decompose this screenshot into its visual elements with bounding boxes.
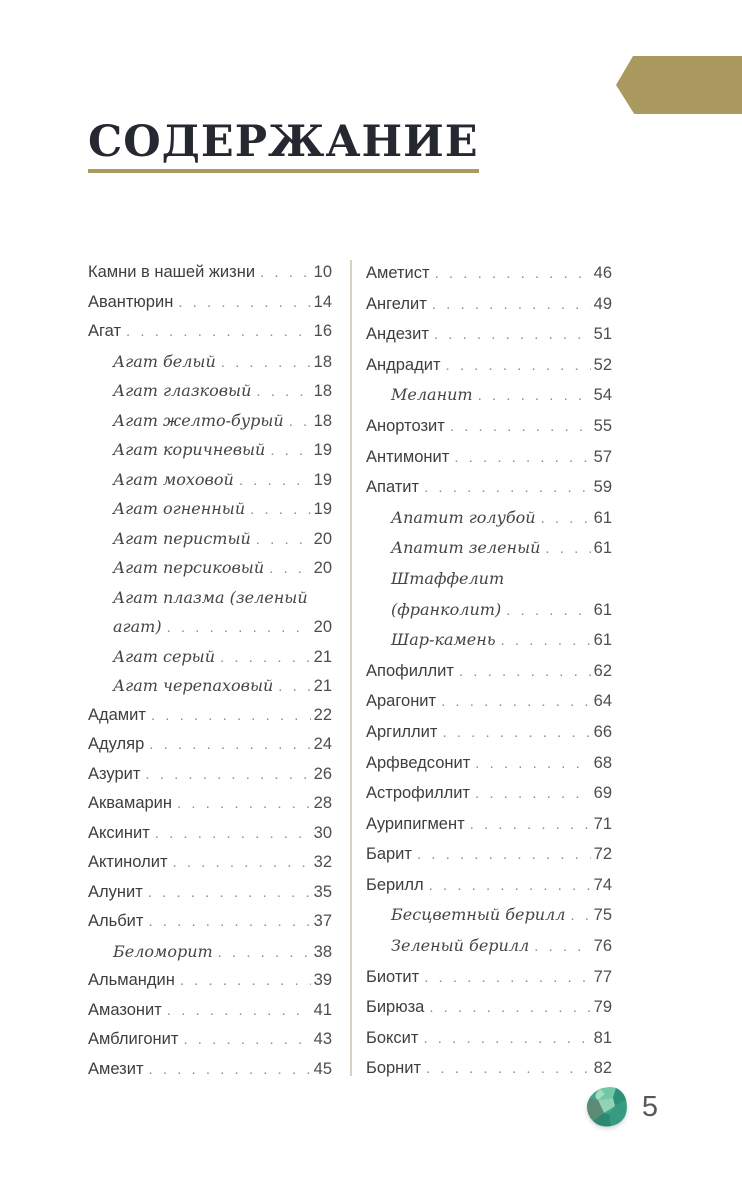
dot-leader — [167, 996, 311, 1026]
toc-column-left — [88, 258, 332, 1084]
entry-page-number: 32 — [313, 853, 332, 871]
entry-page-number: 28 — [313, 794, 332, 812]
dot-leader — [269, 554, 311, 584]
dot-leader — [177, 789, 311, 819]
entry-label: Боксит — [366, 1028, 419, 1047]
entry-page-number: 66 — [593, 722, 612, 741]
entry-label: Алунит — [88, 882, 143, 901]
dot-leader — [545, 534, 590, 565]
dot-leader — [183, 1025, 310, 1055]
entry-label: Камни в нашей жизни — [88, 263, 256, 281]
toc-entry — [366, 656, 612, 687]
entry-label: Агат моховой — [113, 469, 234, 489]
entry-label: Амезит — [88, 1059, 144, 1078]
toc-entry — [366, 1053, 612, 1084]
entry-label: Агат глазковый — [113, 381, 252, 400]
dot-leader — [432, 290, 591, 321]
entry-label: Агат коричневый — [113, 440, 266, 459]
entry-page-number: 37 — [313, 912, 332, 930]
entry-label: Апофиллит — [366, 661, 454, 680]
entry-label: Борнит — [366, 1059, 422, 1078]
toc-entry — [366, 380, 612, 411]
toc-entry — [88, 701, 332, 731]
entry-label: Аурипигмент — [366, 814, 465, 833]
toc-entry — [366, 717, 612, 748]
folio-page-number: 5 — [641, 1090, 658, 1123]
dot-leader — [289, 407, 311, 437]
toc-entry — [366, 962, 612, 993]
entry-label: Альбит — [88, 912, 144, 930]
entry-page-number: 19 — [313, 500, 332, 518]
dot-leader — [278, 672, 310, 702]
entry-label: Апатит голубой — [391, 507, 536, 527]
entry-page-number: 20 — [313, 529, 332, 548]
dot-leader — [218, 938, 311, 968]
entry-page-number: 68 — [593, 753, 612, 772]
entry-page-number: 26 — [313, 764, 332, 783]
entry-label: Шар-камень — [391, 630, 496, 650]
toc-entry — [88, 524, 332, 554]
dot-leader — [570, 901, 590, 932]
toc-entry — [366, 472, 612, 503]
entry-label: Адамит — [88, 705, 146, 724]
entry-page-number: 18 — [313, 382, 332, 400]
entry-page-number: 69 — [593, 784, 612, 803]
toc-entry — [366, 319, 612, 350]
entry-page-number: 18 — [313, 411, 332, 430]
entry-label: Азурит — [88, 764, 141, 783]
toc-entry — [88, 642, 332, 672]
entry-page-number: 81 — [593, 1028, 612, 1047]
dot-leader — [126, 317, 311, 347]
dot-leader — [220, 643, 311, 673]
dot-leader — [454, 443, 590, 474]
entry-label: Биотит — [366, 967, 420, 986]
toc-entry — [88, 1025, 332, 1055]
dot-leader — [541, 504, 591, 535]
entry-page-number: 16 — [313, 322, 332, 340]
entry-label: Альмандин — [88, 971, 175, 989]
entry-label: Адуляр — [88, 735, 145, 753]
toc-entry — [88, 553, 332, 583]
toc-entry — [88, 966, 332, 996]
entry-page-number: 51 — [593, 325, 612, 344]
dot-leader — [256, 525, 311, 555]
entry-label: Ангелит — [366, 294, 427, 313]
entry-page-number: 61 — [593, 600, 612, 619]
toc-entry — [366, 686, 612, 717]
entry-page-number: 52 — [593, 355, 612, 374]
toc-entry — [366, 748, 612, 779]
entry-page-number: 61 — [593, 508, 612, 527]
dot-leader — [145, 760, 310, 790]
dot-leader — [424, 963, 590, 994]
dot-leader — [459, 657, 591, 688]
dot-leader — [501, 626, 591, 657]
toc-entry — [88, 288, 332, 318]
entry-label: Агат перистый — [113, 528, 251, 548]
entry-page-number: 46 — [593, 264, 612, 282]
dot-leader — [429, 871, 591, 902]
dot-leader — [270, 436, 310, 466]
entry-page-number: 14 — [313, 292, 332, 311]
toc-entry — [88, 819, 332, 849]
entry-page-number: 62 — [593, 661, 612, 680]
toc-entry — [88, 937, 332, 967]
entry-page-number: 82 — [593, 1059, 612, 1078]
toc-entry — [88, 347, 332, 377]
entry-label: Амазонит — [88, 1000, 162, 1019]
entry-page-number: 45 — [313, 1059, 332, 1078]
toc-entry — [366, 931, 612, 962]
dot-leader — [417, 840, 591, 871]
entry-page-number: 19 — [313, 441, 332, 459]
entry-label: Агат белый — [113, 351, 216, 371]
page-footer — [585, 1086, 658, 1128]
toc-entry — [88, 730, 332, 760]
toc-entry — [88, 583, 332, 642]
entry-label: Бирюза — [366, 998, 425, 1017]
dot-leader — [446, 351, 591, 382]
toc-entry — [88, 907, 332, 937]
dot-leader — [173, 848, 311, 878]
entry-page-number: 64 — [593, 692, 612, 711]
turquoise-gemstone-photo-icon — [585, 1086, 629, 1128]
entry-page-number: 41 — [313, 1000, 332, 1019]
entry-label: Анортозит — [366, 416, 445, 435]
toc-entry — [366, 1023, 612, 1054]
toc-entry — [366, 564, 612, 625]
entry-label: Амблигонит — [88, 1030, 179, 1048]
toc-entry — [366, 258, 612, 289]
page-title: СОДЕРЖАНИЕ — [88, 121, 479, 173]
entry-label-line2: агат) — [113, 617, 162, 636]
dot-leader — [256, 377, 310, 407]
entry-label: Агат — [88, 322, 122, 340]
dot-leader — [178, 288, 310, 318]
entry-page-number: 79 — [593, 998, 612, 1017]
toc-entry — [366, 778, 612, 809]
entry-label: Аквамарин — [88, 794, 173, 812]
entry-page-number: 54 — [593, 386, 612, 405]
entry-page-number: 76 — [593, 937, 612, 956]
entry-page-number: 49 — [593, 294, 612, 313]
dot-leader — [423, 1024, 590, 1055]
toc-column-right — [366, 258, 612, 1084]
toc-entry — [88, 376, 332, 406]
entry-label: Аксинит — [88, 823, 150, 842]
entry-page-number: 22 — [313, 705, 332, 724]
entry-label: Астрофиллит — [366, 784, 470, 803]
toc-entry — [366, 411, 612, 442]
dot-leader — [239, 466, 311, 496]
toc-entry — [88, 1055, 332, 1085]
entry-label: Штаффелит — [391, 568, 505, 588]
entry-page-number: 39 — [313, 971, 332, 989]
entry-label: Апатит зеленый — [391, 538, 541, 558]
entry-page-number: 71 — [593, 814, 612, 833]
entry-page-number: 75 — [593, 906, 612, 925]
entry-label: Зеленый берилл — [391, 936, 530, 956]
entry-page-number: 21 — [313, 677, 332, 695]
toc-entry — [366, 870, 612, 901]
toc-entry — [88, 878, 332, 908]
entry-label: Меланит — [391, 385, 473, 405]
toc-entry — [88, 258, 332, 288]
toc-entry — [88, 789, 332, 819]
entry-label: Агат плазма (зеленый — [113, 587, 308, 607]
dot-leader — [424, 473, 591, 504]
entry-page-number: 43 — [313, 1030, 332, 1048]
toc-entry — [366, 625, 612, 656]
toc-entry — [88, 848, 332, 878]
dot-leader — [506, 596, 590, 627]
dot-leader — [442, 718, 590, 749]
dot-leader — [441, 687, 591, 718]
entry-page-number: 72 — [593, 845, 612, 864]
dot-leader — [148, 878, 311, 908]
dot-leader — [478, 381, 591, 412]
toc-entry — [366, 503, 612, 534]
entry-page-number: 35 — [313, 882, 332, 901]
dot-leader — [435, 259, 591, 290]
dot-leader — [149, 1055, 311, 1085]
entry-label-line2: (франколит) — [391, 599, 502, 619]
entry-label: Апатит — [366, 478, 420, 497]
entry-label: Аргиллит — [366, 722, 438, 741]
entry-page-number: 77 — [593, 967, 612, 986]
dot-leader — [260, 258, 311, 288]
entry-page-number: 57 — [593, 447, 612, 466]
entry-label: Агат персиковый — [113, 558, 265, 577]
dot-leader — [167, 613, 311, 643]
dot-leader — [149, 730, 310, 760]
toc-entry — [366, 533, 612, 564]
entry-label: Агат черепаховый — [113, 676, 274, 695]
dot-leader — [151, 701, 311, 731]
entry-label: Бесцветный берилл — [391, 905, 566, 925]
entry-label: Авантюрин — [88, 292, 174, 311]
toc-entry — [366, 350, 612, 381]
toc-entry — [88, 760, 332, 790]
entry-label: Берилл — [366, 875, 424, 894]
dot-leader — [429, 993, 590, 1024]
dot-leader — [475, 749, 590, 780]
dot-leader — [221, 348, 311, 378]
entry-page-number: 21 — [313, 647, 332, 666]
entry-page-number: 61 — [593, 539, 612, 558]
entry-page-number: 10 — [313, 263, 332, 281]
entry-page-number: 20 — [313, 559, 332, 577]
toc-entry — [88, 465, 332, 495]
entry-label: Агат желто-бурый — [113, 410, 284, 430]
entry-label: Актинолит — [88, 853, 168, 871]
toc-entry — [366, 442, 612, 473]
dot-leader — [426, 1054, 591, 1085]
entry-page-number: 55 — [593, 416, 612, 435]
dot-leader — [180, 966, 311, 996]
entry-label: Барит — [366, 845, 412, 864]
entry-page-number: 59 — [593, 478, 612, 497]
dot-leader — [475, 779, 591, 810]
dot-leader — [155, 819, 311, 849]
dot-leader — [434, 320, 591, 351]
toc-entry — [366, 809, 612, 840]
toc-entry — [88, 435, 332, 465]
toc-entry — [366, 839, 612, 870]
entry-label: Андезит — [366, 325, 429, 344]
entry-label: Андрадит — [366, 355, 441, 374]
entry-label: Аметист — [366, 264, 430, 282]
toc-entry — [88, 996, 332, 1026]
entry-page-number: 20 — [313, 618, 332, 636]
entry-page-number: 24 — [313, 735, 332, 753]
entry-label: Арагонит — [366, 692, 437, 711]
entry-label: Агат серый — [113, 646, 216, 666]
dot-leader — [450, 412, 591, 443]
title-block — [88, 117, 479, 173]
entry-page-number: 30 — [313, 823, 332, 842]
toc-entry — [366, 992, 612, 1023]
entry-label: Арфведсонит — [366, 753, 471, 772]
toc-entry — [88, 317, 332, 347]
toc-entry — [88, 494, 332, 524]
dot-leader — [250, 495, 311, 525]
table-of-contents — [88, 258, 612, 1084]
entry-page-number: 74 — [593, 875, 612, 894]
entry-page-number: 38 — [313, 942, 332, 961]
toc-entry — [88, 406, 332, 436]
dot-leader — [470, 810, 591, 841]
entry-label: Беломорит — [113, 941, 213, 961]
toc-entry — [366, 900, 612, 931]
toc-entry — [366, 289, 612, 320]
toc-entry — [88, 671, 332, 701]
entry-label: Антимонит — [366, 447, 450, 466]
entry-page-number: 18 — [313, 352, 332, 371]
gold-corner-banner — [616, 56, 742, 114]
entry-page-number: 61 — [593, 631, 612, 650]
entry-page-number: 19 — [313, 470, 332, 489]
dot-leader — [148, 907, 310, 937]
dot-leader — [534, 932, 590, 963]
entry-label: Агат огненный — [113, 499, 246, 518]
